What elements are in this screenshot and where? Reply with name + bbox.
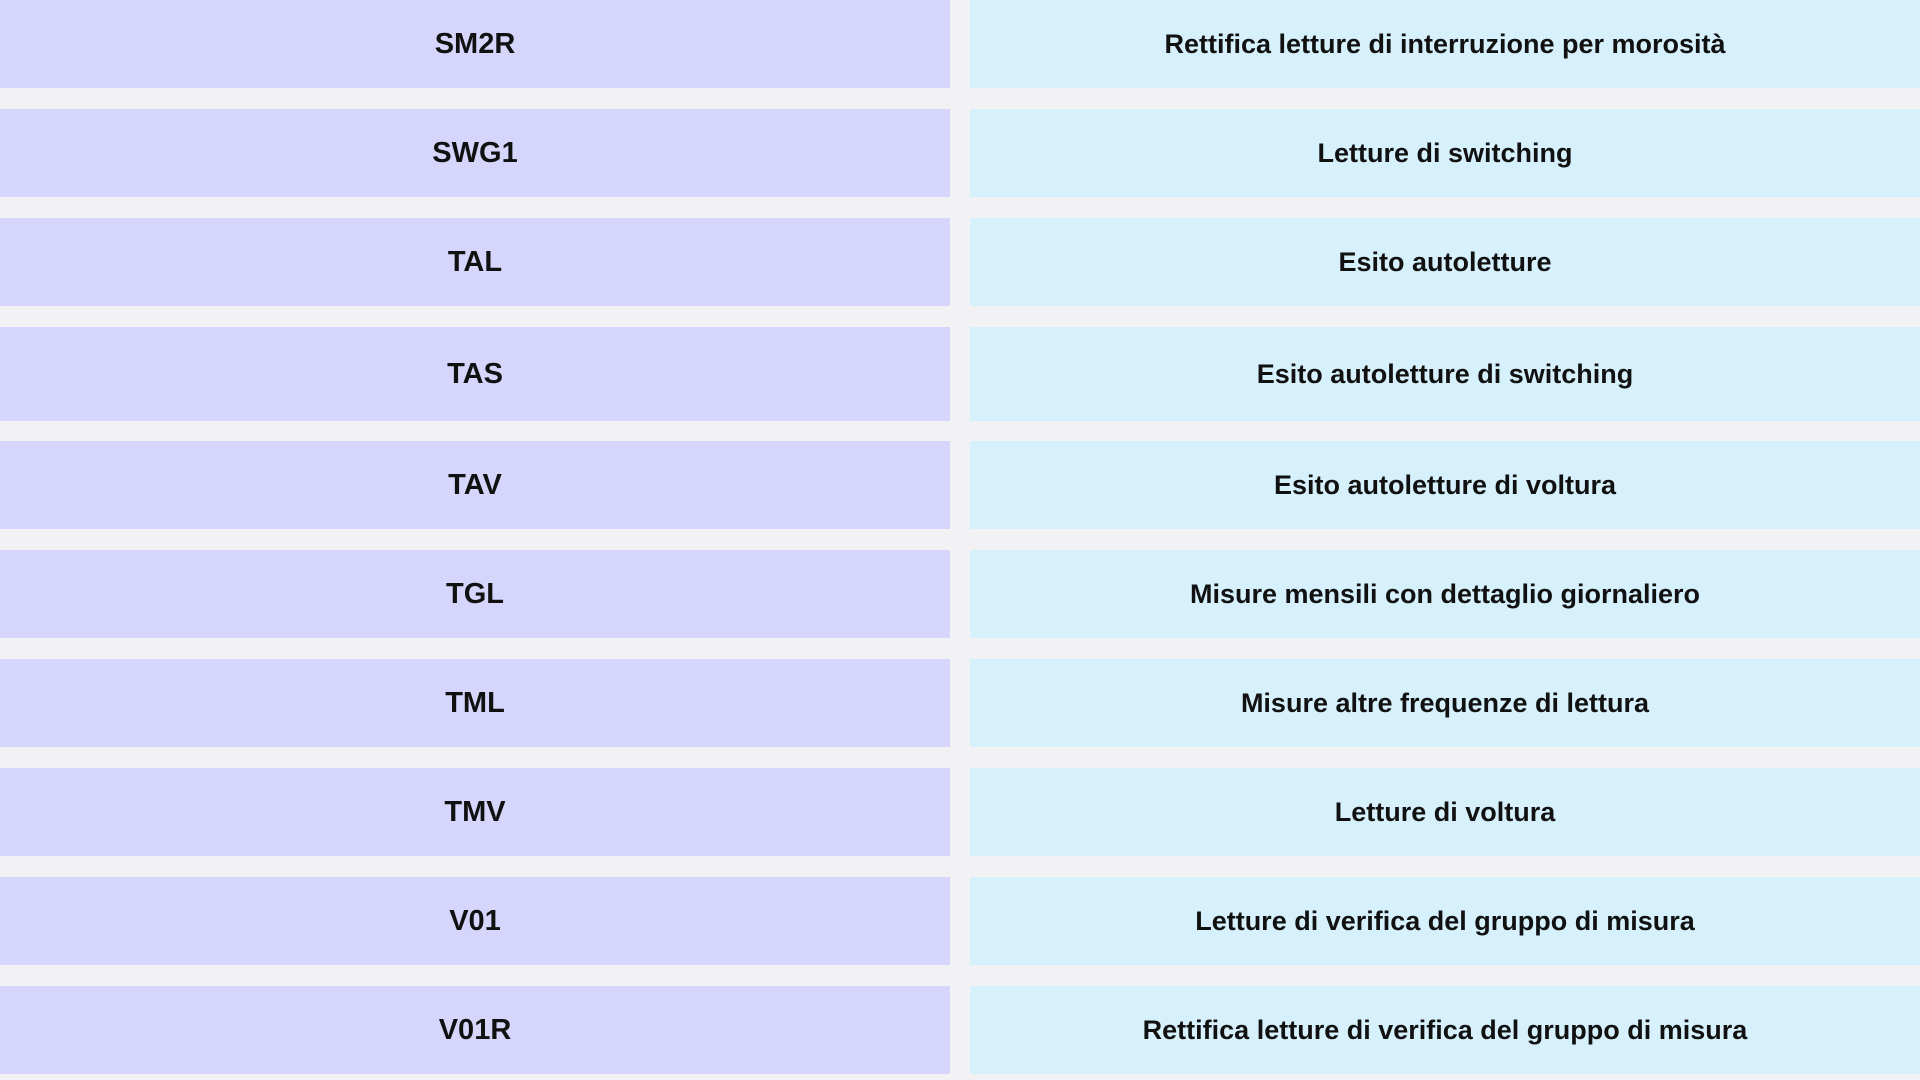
code-cell: SM2R [0, 0, 950, 88]
description-cell: Letture di switching [970, 109, 1920, 197]
description-cell: Letture di verifica del gruppo di misura [970, 877, 1920, 965]
code-cell: TGL [0, 550, 950, 638]
table-row [0, 986, 1920, 1074]
table-row [0, 218, 1920, 306]
code-cell: TMV [0, 768, 950, 856]
table-row [0, 877, 1920, 965]
description-cell: Misure altre frequenze di lettura [970, 659, 1920, 747]
description-cell: Rettifica letture di interruzione per morosità [970, 0, 1920, 88]
description-cell: Esito autoletture [970, 218, 1920, 306]
table-row [0, 0, 1920, 88]
description-cell: Rettifica letture di verifica del gruppo di misura [970, 986, 1920, 1074]
description-cell: Letture di voltura [970, 768, 1920, 856]
code-cell: TML [0, 659, 950, 747]
code-cell: TAS [0, 327, 950, 421]
description-cell: Esito autoletture di switching [970, 327, 1920, 421]
description-cell: Misure mensili con dettaglio giornaliero [970, 550, 1920, 638]
table-row [0, 768, 1920, 856]
code-cell: V01R [0, 986, 950, 1074]
table-row [0, 327, 1920, 415]
table-row [0, 109, 1920, 197]
table-row [0, 550, 1920, 638]
code-cell: SWG1 [0, 109, 950, 197]
description-cell: Esito autoletture di voltura [970, 441, 1920, 529]
code-cell: V01 [0, 877, 950, 965]
table-row [0, 659, 1920, 747]
code-cell: TAV [0, 441, 950, 529]
table-row [0, 441, 1920, 529]
code-cell: TAL [0, 218, 950, 306]
